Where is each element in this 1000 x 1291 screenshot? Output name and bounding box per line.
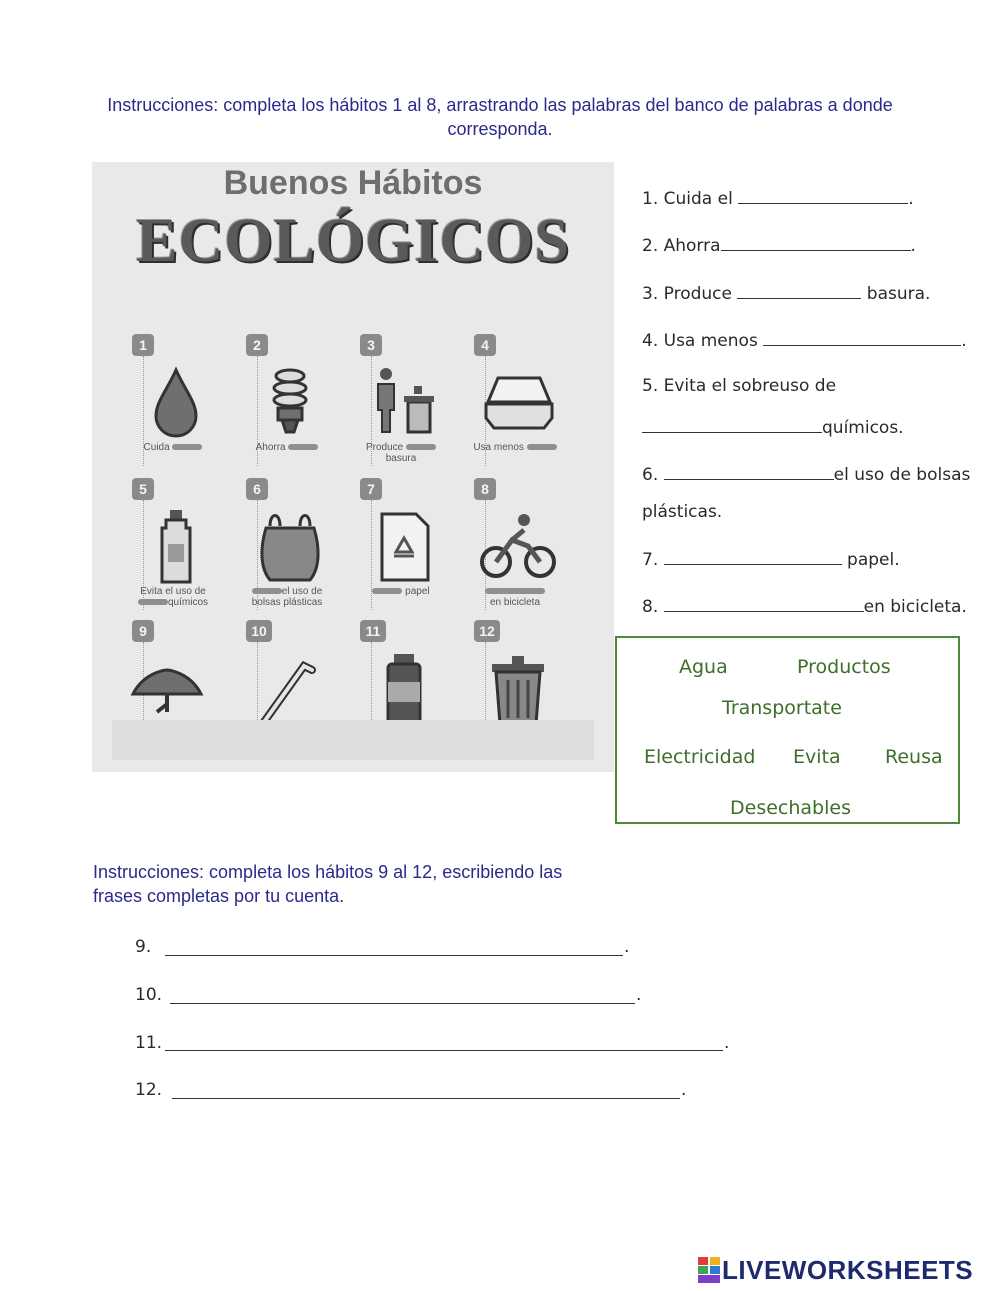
word-agua[interactable]: Agua — [679, 656, 728, 678]
drop-blank-3[interactable] — [737, 282, 861, 299]
cell-caption: Cuida — [143, 442, 170, 453]
poster-cell-3 — [326, 334, 441, 469]
poster-cell-5 — [98, 478, 213, 613]
poster-cell-7 — [326, 478, 441, 613]
habit-6-cont: plásticas. — [642, 502, 723, 522]
line-label-9: 9. — [135, 937, 152, 957]
cell-number: 8 — [474, 478, 496, 500]
line-label-10: 10. — [135, 985, 163, 1005]
liveworksheets-brand[interactable]: LIVEWORKSHEETS — [722, 1255, 974, 1285]
write-line-9[interactable] — [165, 955, 623, 956]
cell-caption-2: bolsas plásticas — [251, 597, 323, 608]
cell-caption: Produce — [365, 442, 404, 453]
straw-icon — [250, 648, 330, 728]
cell-caption: Ahorra — [255, 442, 286, 453]
cell-number: 1 — [132, 334, 154, 356]
water-drop-icon — [136, 362, 216, 442]
lightbulb-icon — [250, 362, 330, 442]
cell-number: 4 — [474, 334, 496, 356]
poster-cell-8 — [440, 478, 555, 613]
write-line-10[interactable] — [170, 1003, 635, 1004]
word-productos[interactable]: Productos — [797, 656, 891, 678]
foam-container-icon — [478, 362, 558, 442]
poster-subtitle: Buenos Hábitos — [223, 164, 483, 202]
poster-cell-6 — [212, 478, 327, 613]
drop-blank-7[interactable] — [664, 548, 842, 565]
line-label-12: 12. — [135, 1080, 163, 1100]
habit-8: 8. en bicicleta. — [642, 597, 967, 617]
poster-cell-1 — [98, 334, 213, 469]
cell-number: 7 — [360, 478, 382, 500]
cell-caption: Evita el uso de — [140, 586, 206, 597]
line-end-11: . — [724, 1033, 730, 1053]
habit-2: 2. Ahorra . — [642, 236, 916, 256]
cell-caption: el uso de — [281, 586, 323, 597]
cell-number: 5 — [132, 478, 154, 500]
cell-caption: en bicicleta — [489, 597, 541, 608]
poster-title: ECOLÓGICOS — [136, 207, 570, 275]
drop-blank-1[interactable] — [738, 187, 908, 204]
word-transportate[interactable]: Transportate — [722, 697, 842, 719]
spray-bottle-icon — [136, 506, 216, 586]
cell-number: 12 — [474, 620, 500, 642]
drop-blank-6[interactable] — [664, 463, 834, 480]
tree-icon — [112, 648, 222, 728]
drop-blank-5[interactable] — [642, 416, 822, 433]
drop-blank-2[interactable] — [721, 234, 911, 251]
habit-5: 5. Evita el sobreuso de — [642, 376, 837, 396]
drop-blank-8[interactable] — [664, 595, 864, 612]
recycle-paper-icon — [364, 506, 444, 586]
poster-bottom-strip — [112, 720, 594, 760]
thermos-bottle-icon — [364, 648, 444, 728]
cell-caption-2: basura — [385, 453, 417, 464]
word-reusa[interactable]: Reusa — [885, 746, 943, 768]
cell-caption: papel — [405, 586, 430, 597]
word-bank — [615, 636, 960, 824]
word-electricidad[interactable]: Electricidad — [644, 746, 756, 768]
habit-1: 1. Cuida el . — [642, 189, 914, 209]
line-label-11: 11. — [135, 1033, 163, 1053]
word-desechables[interactable]: Desechables — [730, 797, 851, 819]
cell-caption-2: químicos — [167, 597, 208, 608]
word-evita[interactable]: Evita — [793, 746, 841, 768]
habit-6: 6. el uso de bolsas — [642, 465, 971, 485]
liveworksheets-logo-icon — [698, 1257, 720, 1283]
line-end-9: . — [624, 937, 630, 957]
write-line-12[interactable] — [172, 1098, 680, 1099]
instructions-top: Instrucciones: completa los hábitos 1 al 8, arrastrando las palabras del banco de palabras a donde corresponda. — [107, 95, 893, 139]
habit-5-cont: químicos. — [642, 416, 904, 438]
habit-7: 7. papel. — [642, 550, 900, 570]
cell-number: 10 — [246, 620, 272, 642]
person-trash-icon — [364, 362, 444, 442]
line-end-10: . — [636, 985, 642, 1005]
cell-number: 3 — [360, 334, 382, 356]
habit-3: 3. Produce basura. — [642, 284, 931, 304]
plastic-bag-icon — [250, 506, 330, 586]
poster-image — [92, 162, 614, 772]
write-line-11[interactable] — [165, 1050, 723, 1051]
cell-number: 2 — [246, 334, 268, 356]
bicycle-icon — [478, 506, 558, 586]
poster-cell-2 — [212, 334, 327, 469]
cell-number: 11 — [360, 620, 386, 642]
cell-number: 6 — [246, 478, 268, 500]
poster-cell-4 — [440, 334, 555, 469]
trash-can-icon — [478, 648, 558, 728]
cell-number: 9 — [132, 620, 154, 642]
habit-4: 4. Usa menos . — [642, 331, 967, 351]
cell-caption: Usa menos — [473, 442, 524, 453]
drop-blank-4[interactable] — [763, 329, 961, 346]
instructions-bottom: Instrucciones: completa los hábitos 9 al 12, escribiendo las frases completas por tu cuenta. — [93, 862, 563, 906]
line-end-12: . — [681, 1080, 687, 1100]
